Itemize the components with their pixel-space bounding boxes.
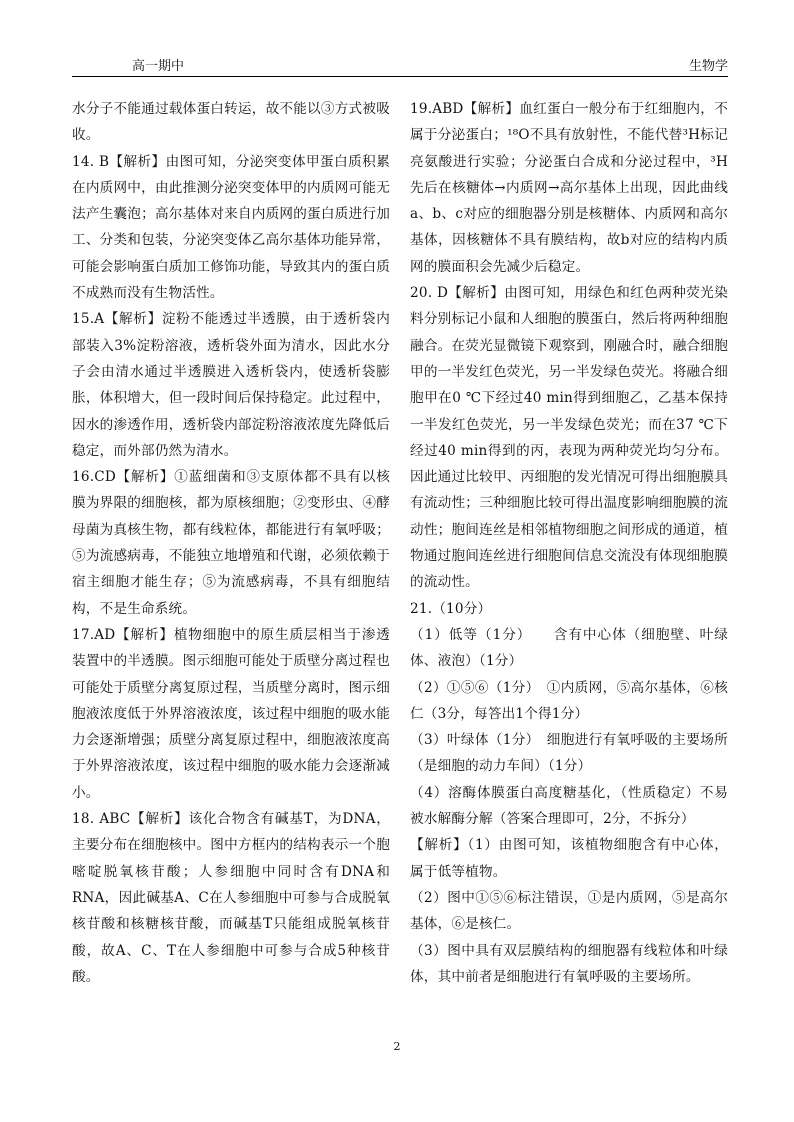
answer-18: 18. ABC【解析】该化合物含有碱基T，为DNA，主要分布在细胞核中。图中方框内的结构表示一个胞嘧啶脱氧核苷酸；人参细胞中同时含有DNA和RNA，因此碱基A、C在人参细胞中可参与合成脱氧核苷酸和核糖核苷酸，而碱基T只能组成脱氧核苷酸，故A、C、T在人参细胞中可参与合成5种核苷酸。 (72, 811, 390, 985)
answer-14: 14. B【解析】由图可知，分泌突变体甲蛋白质积累在内质网中，由此推测分泌突变体甲的内质网可能无法产生囊泡；高尔基体对来自内质网的蛋白质进行加工、分类和包装，分泌突变体乙高尔基体功能异常，可能会影响蛋白质加工修饰功能，导致其内的蛋白质不成熟而没有生物活性。 (72, 153, 390, 302)
answer-21-heading: 21.（10分） (410, 600, 492, 617)
answer-16: 16.CD【解析】①蓝细菌和③支原体都不具有以核膜为界限的细胞核，都为原核细胞；②变形虫、④酵母菌为真核生物，都有线粒体，都能进行有氧呼吸；⑤为流感病毒，不能独立地增殖和代谢，必须依赖于宿主细胞才能生存；⑤为流感病毒，不具有细胞结构，不是生命系统。 (72, 469, 390, 617)
header-grade: 高一期中 (132, 59, 185, 74)
answer-paragraph: 水分子不能通过载体蛋白转运，故不能以③方式被吸收。 (72, 101, 390, 144)
left-column (72, 96, 390, 990)
analysis-21-part2: （2）图中①⑤⑥标注错误，①是内质网，⑤是高尔基体，⑥是核仁。 (410, 889, 728, 933)
answer-15: 15.A【解析】淀粉不能透过半透膜，由于透析袋内部装入3%淀粉溶液，透析袋外面为清水，因此水分子会由清水通过半透膜进入透析袋内，使透析袋膨胀，体积增大，但一段时间后保持稳定。此过程中，因水的渗透作用，透析袋内部淀粉溶液浓度先降低后稳定，而外部仍然为清水。 (72, 311, 390, 459)
answer-21-part1: （1）低等（1分） 含有中心体（细胞壁、叶绿体、液泡）（1分） (410, 626, 728, 670)
answer-21-part3: （3）叶绿体（1分） 细胞进行有氧呼吸的主要场所（是细胞的动力车间）（1分） (410, 732, 728, 775)
page-number: 2 (393, 1040, 401, 1053)
header-subject: 生物学 (688, 59, 728, 74)
answer-19: 19.ABD【解析】血红蛋白一般分布于红细胞内，不属于分泌蛋白；¹⁸O不具有放射性，不能代替³H标记亮氨酸进行实验；分泌蛋白合成和分泌过程中，³H先后在核糖体→内质网→高尔基体上出现，因此曲线a、b、c对应的细胞器分别是核糖体、内质网和高尔基体，因核糖体不具有膜结构，故b对应的结构内质网的膜面积会先减少后稳定。 (410, 101, 728, 275)
right-column (410, 96, 728, 990)
answer-17: 17.AD【解析】植物细胞中的原生质层相当于渗透装置中的半透膜。图示细胞可能处于质壁分离过程也可能处于质壁分离复原过程，当质壁分离时，图示细胞液浓度低于外界溶液浓度，该过程中细胞的吸水能力会逐渐增强；质壁分离复原过程中，细胞液浓度高于外界溶液浓度，该过程中细胞的吸水能力会逐渐减小。 (72, 626, 390, 801)
analysis-21-part1: 【解析】（1）由图可知，该植物细胞含有中心体，属于低等植物。 (410, 837, 728, 880)
answer-21-part4: （4）溶酶体膜蛋白高度糖基化，（性质稳定）不易被水解酶分解（答案合理即可，2分，不拆分） (410, 784, 728, 828)
answer-20: 20. D【解析】由图可知，用绿色和红色两种荧光染料分别标记小鼠和人细胞的膜蛋白，然后将两种细胞融合。在荧光显微镜下观察到，刚融合时，融合细胞甲的一半发红色荧光，另一半发绿色荧光。将融合细胞甲在0 ℃下经过40 min得到细胞乙，乙基本保持一半发红色荧光，另一半发绿色荧光；而在37 ℃下经过40 min得到的丙，表现为两种荧光均匀分布。因此通过比较甲、丙细胞的发光情况可得出细胞膜具有流动性；三种细胞比较可得出温度影响细胞膜的流动性；胞间连丝是相邻植物细胞之间形成的通道，植物通过胞间连丝进行细胞间信息交流没有体现细胞膜的流动性。 (410, 285, 728, 591)
analysis-21-part3: （3）图中具有双层膜结构的细胞器有线粒体和叶绿体，其中前者是细胞进行有氧呼吸的主要场所。 (410, 942, 728, 985)
answer-21-part2: （2）①⑤⑥（1分） ①内质网，⑤高尔基体，⑥核仁（3分，每答出1个得1分） (410, 679, 728, 722)
page-header (72, 52, 728, 77)
